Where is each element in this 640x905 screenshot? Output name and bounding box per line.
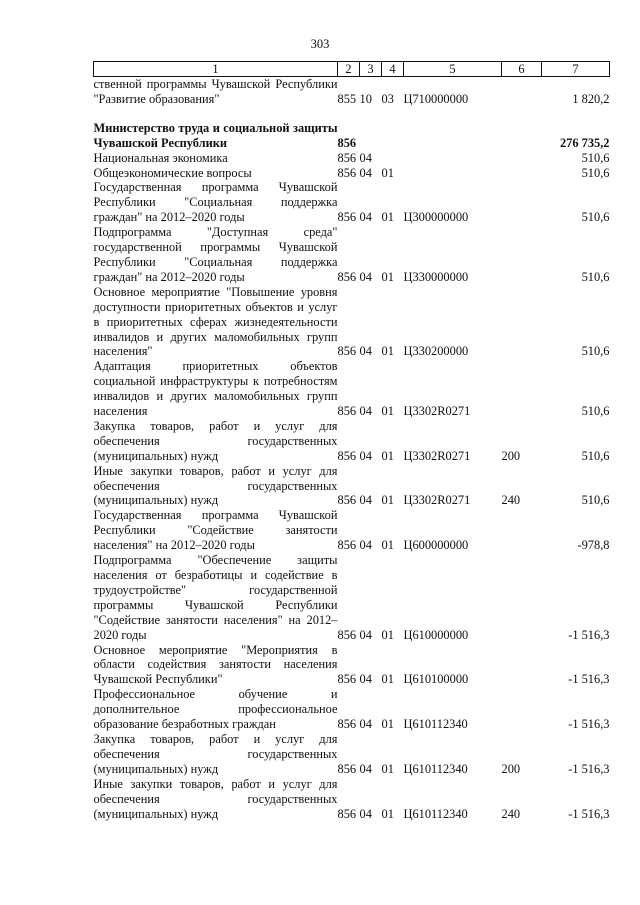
row-subsection-code: 01 (381, 210, 394, 225)
row-expense-type (502, 508, 542, 553)
row-name: Адаптация приоритетных объектов социальной инфраструктуры к потребностям инвалидов и других маломобильных групп населения (93, 359, 338, 419)
header-row (94, 62, 610, 77)
row-subsection-code: 01 (381, 761, 394, 776)
row-amount: -1 516,3 (568, 717, 610, 732)
row-subsection-code: 01 (381, 344, 394, 359)
header-col-5: 5 (404, 62, 502, 77)
row-subsection-code: 01 (381, 448, 394, 463)
table-header (94, 62, 610, 77)
table-row (94, 77, 610, 107)
table-row (94, 777, 610, 822)
row-expense-type (502, 643, 542, 688)
row-target-article: Ц300000000 (403, 210, 469, 225)
row-expense-type (502, 166, 542, 181)
table-row (94, 508, 610, 553)
row-subsection-code: 01 (381, 493, 394, 508)
row-subsection-code: 01 (381, 404, 394, 419)
row-target-article (404, 151, 502, 166)
row-subsection-code: 01 (381, 269, 394, 284)
row-target-article: Ц610112340 (403, 806, 468, 821)
row-amount: -1 516,3 (568, 806, 610, 821)
row-target-article: Ц330200000 (403, 344, 469, 359)
row-section-code: 04 (359, 165, 372, 180)
row-section-code: 04 (359, 538, 372, 553)
row-ministry-code: 856 (337, 165, 357, 180)
row-target-article: Ц610000000 (403, 627, 469, 642)
row-ministry-code: 856 (337, 538, 357, 553)
row-spacer (94, 107, 610, 121)
row-expense-type (502, 225, 542, 285)
spacer-cell (94, 107, 610, 121)
row-ministry-code: 856 (337, 404, 357, 419)
row-amount: 510,6 (581, 150, 610, 165)
row-name: Национальная экономика (93, 150, 228, 165)
row-expense-type: 240 (501, 493, 521, 508)
row-name: Подпрограмма "Обеспечение защиты населения от безработицы и содействие в трудоустройстве" государственной программы Чувашской Республики "Содействие занятости населения" на 2012–2020 годы (93, 553, 338, 642)
page-number: 303 (310, 37, 330, 51)
table-row (94, 166, 610, 181)
row-section-code: 04 (359, 269, 372, 284)
row-ministry-code: 856 (337, 150, 357, 165)
row-target-article: Ц610112340 (403, 717, 468, 732)
table-row (94, 464, 610, 509)
row-section-code: 10 (359, 91, 372, 106)
row-amount: -978,8 (577, 538, 610, 553)
row-section-code: 04 (359, 761, 372, 776)
row-section-code: 04 (359, 404, 372, 419)
row-target-article (404, 166, 502, 181)
row-expense-type: 200 (501, 761, 521, 776)
row-amount: 510,6 (581, 448, 610, 463)
table-row (94, 180, 610, 225)
table-body (94, 77, 610, 822)
row-subsection-code: 01 (381, 806, 394, 821)
budget-table (93, 61, 610, 821)
row-amount: 276 735,2 (559, 135, 610, 150)
row-amount: 510,6 (581, 404, 610, 419)
row-ministry-code: 856 (337, 210, 357, 225)
table-row (94, 285, 610, 360)
table-row (94, 419, 610, 464)
row-amount: -1 516,3 (568, 672, 610, 687)
row-ministry-code: 856 (337, 761, 357, 776)
row-name: Государственная программа Чувашской Республики "Содействие занятости населения" на 2012–2020 годы (93, 508, 338, 553)
row-ministry-code: 856 (337, 493, 357, 508)
header-col-6: 6 (502, 62, 542, 77)
row-expense-type (502, 359, 542, 419)
table-row (94, 121, 610, 151)
row-amount: 510,6 (581, 493, 610, 508)
row-target-article: Ц600000000 (403, 538, 469, 553)
row-subsection-code (382, 121, 404, 151)
row-target-article: Ц610100000 (403, 672, 469, 687)
row-section-code: 04 (359, 627, 372, 642)
row-expense-type (502, 151, 542, 166)
row-section-code: 04 (359, 448, 372, 463)
header-col-2: 2 (338, 62, 360, 77)
row-expense-type (502, 180, 542, 225)
header-col-1: 1 (94, 62, 338, 77)
table-row (94, 687, 610, 732)
row-target-article: Ц610112340 (403, 761, 468, 776)
row-target-article: Ц710000000 (403, 91, 469, 106)
row-section-code: 04 (359, 150, 372, 165)
row-target-article: Ц3302R0271 (403, 404, 471, 419)
table-row (94, 225, 610, 285)
row-expense-type (502, 77, 542, 107)
row-ministry-code: 856 (337, 672, 357, 687)
row-name: Иные закупки товаров, работ и услуг для обеспечения государственных (муниципальных) нужд (93, 776, 338, 821)
row-section-code: 04 (359, 806, 372, 821)
row-expense-type: 200 (501, 448, 521, 463)
row-expense-type (502, 687, 542, 732)
row-name: Профессиональное обучение и дополнительное профессиональное образование безработных граждан (93, 687, 338, 732)
table-row (94, 151, 610, 166)
row-name: Общеэкономические вопросы (93, 165, 252, 180)
row-subsection-code: 01 (381, 538, 394, 553)
row-subsection-code: 03 (381, 91, 394, 106)
row-expense-type (502, 553, 542, 642)
row-expense-type (502, 121, 542, 151)
row-name: Основное мероприятие "Мероприятия в области содействия занятости населения Чувашской Республики" (93, 642, 338, 687)
row-expense-type: 240 (501, 806, 521, 821)
row-target-article: Ц330000000 (403, 269, 469, 284)
row-name: Подпрограмма "Доступная среда" государственной программы Чувашской Республики "Социальная поддержка граждан" на 2012–2020 годы (93, 225, 338, 284)
row-amount: 1 820,2 (572, 91, 610, 106)
row-name: Закупка товаров, работ и услуг для обеспечения государственных (муниципальных) нужд (93, 418, 338, 463)
row-target-article: Ц3302R0271 (403, 493, 471, 508)
row-ministry-code: 855 (337, 91, 357, 106)
table-row (94, 359, 610, 419)
row-amount: 510,6 (581, 165, 610, 180)
row-name: ственной программы Чувашской Республики "Развитие образования" (93, 77, 338, 106)
row-expense-type (502, 285, 542, 360)
row-ministry-code: 856 (337, 269, 357, 284)
row-subsection-code: 01 (381, 165, 394, 180)
row-subsection-code: 01 (381, 627, 394, 642)
row-ministry-code: 856 (337, 448, 357, 463)
row-section-code: 04 (359, 672, 372, 687)
row-ministry-code: 856 (337, 135, 357, 150)
row-section-code: 04 (359, 493, 372, 508)
row-ministry-code: 856 (337, 344, 357, 359)
row-ministry-code: 856 (337, 717, 357, 732)
row-amount: 510,6 (581, 344, 610, 359)
row-ministry-code: 856 (337, 806, 357, 821)
row-target-article (404, 121, 502, 151)
row-name: Государственная программа Чувашской Республики "Социальная поддержка граждан" на 2012–2020 годы (93, 180, 338, 225)
row-name: Основное мероприятие "Повышение уровня доступности приоритетных объектов и услуг в приоритетных сферах жизнедеятельности инвалидов и других маломобильных групп населения" (93, 284, 338, 359)
row-amount: -1 516,3 (568, 761, 610, 776)
row-section-code: 04 (359, 344, 372, 359)
row-ministry-code: 856 (337, 627, 357, 642)
header-col-3: 3 (360, 62, 382, 77)
row-section-code (360, 121, 382, 151)
row-section-code: 04 (359, 210, 372, 225)
row-subsection-code: 01 (381, 717, 394, 732)
header-col-7: 7 (542, 62, 610, 77)
table-row (94, 643, 610, 688)
table-row (94, 553, 610, 642)
row-name: Иные закупки товаров, работ и услуг для обеспечения государственных (муниципальных) нужд (93, 463, 338, 508)
table-row (94, 732, 610, 777)
header-col-4: 4 (382, 62, 404, 77)
row-target-article: Ц3302R0271 (403, 448, 471, 463)
row-subsection-code: 01 (381, 672, 394, 687)
row-name: Министерство труда и социальной защиты Чувашской Республики (93, 120, 338, 150)
row-amount: 510,6 (581, 210, 610, 225)
row-name: Закупка товаров, работ и услуг для обеспечения государственных (муниципальных) нужд (93, 731, 338, 776)
row-amount: -1 516,3 (568, 627, 610, 642)
row-amount: 510,6 (581, 269, 610, 284)
row-section-code: 04 (359, 717, 372, 732)
row-subsection-code (382, 151, 404, 166)
